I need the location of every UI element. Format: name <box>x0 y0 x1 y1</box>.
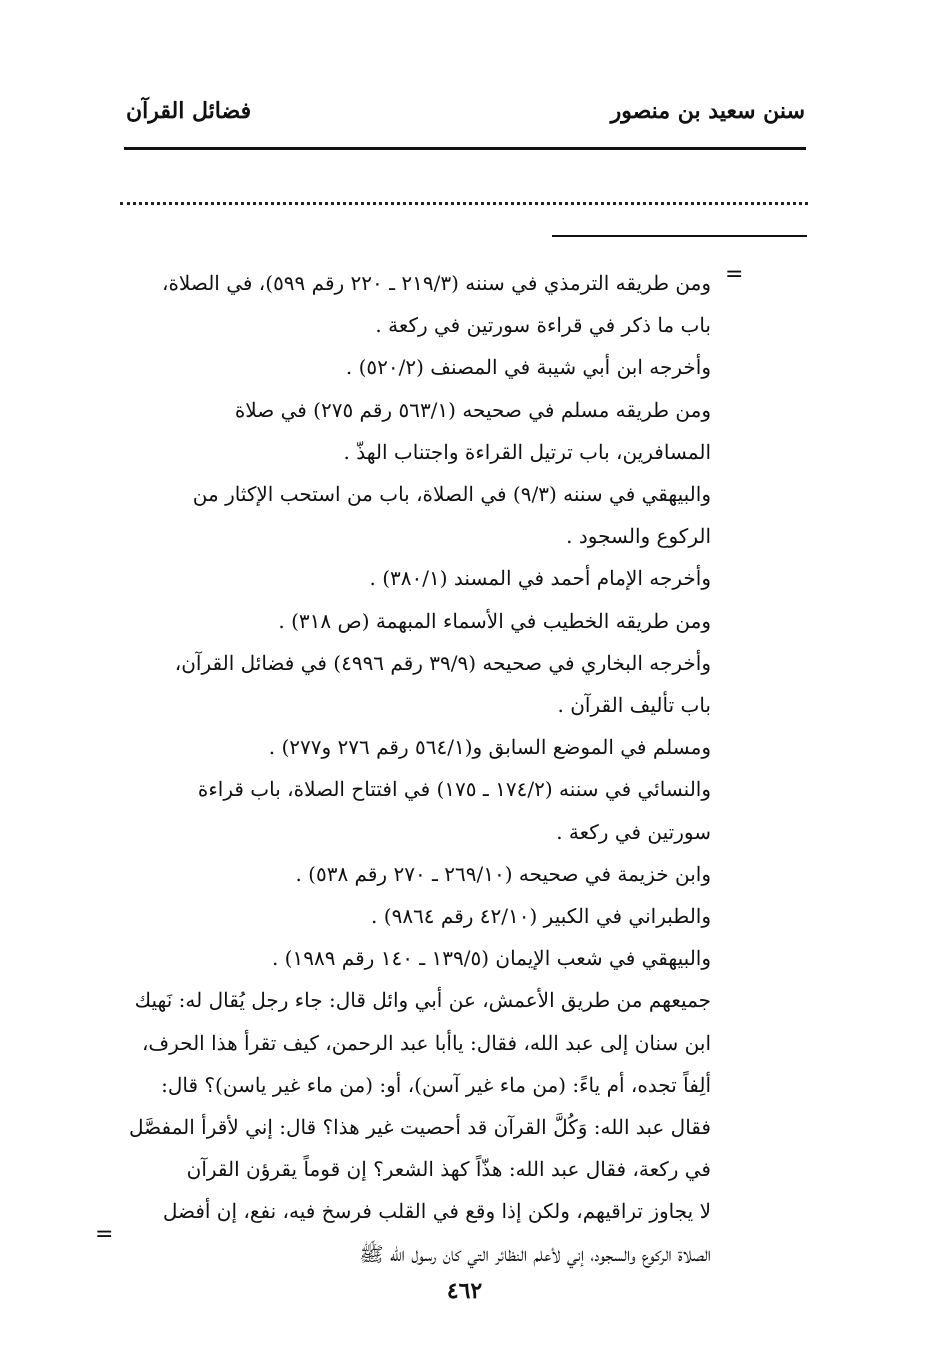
text-line: المسافرين، باب ترتيل القراءة واجتناب الهذّ . <box>343 439 711 464</box>
text-line: ومن طريقه الخطيب في الأسماء المبهمة (ص ٣١٨) . <box>278 608 711 633</box>
text-line: ابن سنان إلى عبد الله، فقال: ياأبا عبد الرحمن، كيف تقرأ هذا الحرف، <box>141 1030 711 1055</box>
text-line: لا يجاوز تراقيهم، ولكن إذا وقع في القلب فرسخ فيه، نفع، إن أفضل <box>162 1199 711 1224</box>
text-line: في ركعة، فقال عبد الله: هذّاً كهذ الشعر؟ إن قوماً يقرؤن القرآن <box>186 1157 711 1182</box>
text-line: جميعهم من طريق الأعمش، عن أبي وائل قال: جاء رجل يُقال له: نَهيك <box>134 988 711 1013</box>
text-line: وابن خزيمة في صحيحه (٢٦٩/١٠ ـ ٢٧٠ رقم ٥٣٨) . <box>295 861 711 886</box>
running-header-book-title: سنن سعيد بن منصور <box>610 98 805 124</box>
text-line: والطبراني في الكبير (٤٢/١٠ رقم ٩٨٦٤) . <box>371 904 711 929</box>
text-line: ومسلم في الموضع السابق و(٥٦٤/١ رقم ٢٧٦ و٢٧٧) . <box>268 735 711 760</box>
text-line: والنسائي في سننه (١٧٤/٢ ـ ١٧٥) في افتتاح الصلاة، باب قراءة <box>197 777 711 802</box>
text-line: ألِفاً تجده، أم ياءً: (من ماء غير آسن)، أو: (من ماء غير ياسن)؟ قال: <box>161 1072 711 1097</box>
continuation-mark-bottom: = <box>95 1222 114 1247</box>
text-line: والبيهقي في سننه (٩/٣) في الصلاة، باب من استحب الإكثار من <box>192 482 711 507</box>
text-line: سورتين في ركعة . <box>556 819 711 844</box>
text-line: الصلاة الركوع والسجود، إني لأعلم النظائر التي كان رسول الله ﷺ <box>359 1241 711 1266</box>
running-header-chapter-title: فضائل القرآن <box>126 98 252 124</box>
header-rule <box>124 147 806 150</box>
footnote-body <box>118 262 711 1275</box>
text-line: وأخرجه الإمام أحمد في المسند (٣٨٠/١) . <box>369 566 711 591</box>
text-line: باب تأليف القرآن . <box>557 693 711 718</box>
text-line: ومن طريقه مسلم في صحيحه (٥٦٣/١ رقم ٢٧٥) في صلاة <box>234 397 711 422</box>
text-line: باب ما ذكر في قراءة سورتين في ركعة . <box>375 313 711 338</box>
footnote-rule <box>552 235 807 237</box>
dotted-separator <box>120 202 808 205</box>
text-line: وأخرجه البخاري في صحيحه (٣٩/٩ رقم ٤٩٩٦) في فضائل القرآن، <box>174 650 711 675</box>
text-line: فقال عبد الله: وَكُلَّ القرآن قد أحصيت غير هذا؟ قال: إني لأقرأ المفصَّل <box>128 1115 711 1140</box>
text-line: والبيهقي في شعب الإيمان (١٣٩/٥ ـ ١٤٠ رقم ١٩٨٩) . <box>271 946 711 971</box>
page-number: ٤٦٢ <box>446 1278 483 1304</box>
text-line: وأخرجه ابن أبي شيبة في المصنف (٥٢٠/٢) . <box>345 355 711 380</box>
continuation-mark-top: = <box>725 262 744 287</box>
text-line: ومن طريقه الترمذي في سننه (٢١٩/٣ ـ ٢٢٠ رقم ٥٩٩)، في الصلاة، <box>161 271 711 295</box>
text-line: الركوع والسجود . <box>566 524 711 549</box>
